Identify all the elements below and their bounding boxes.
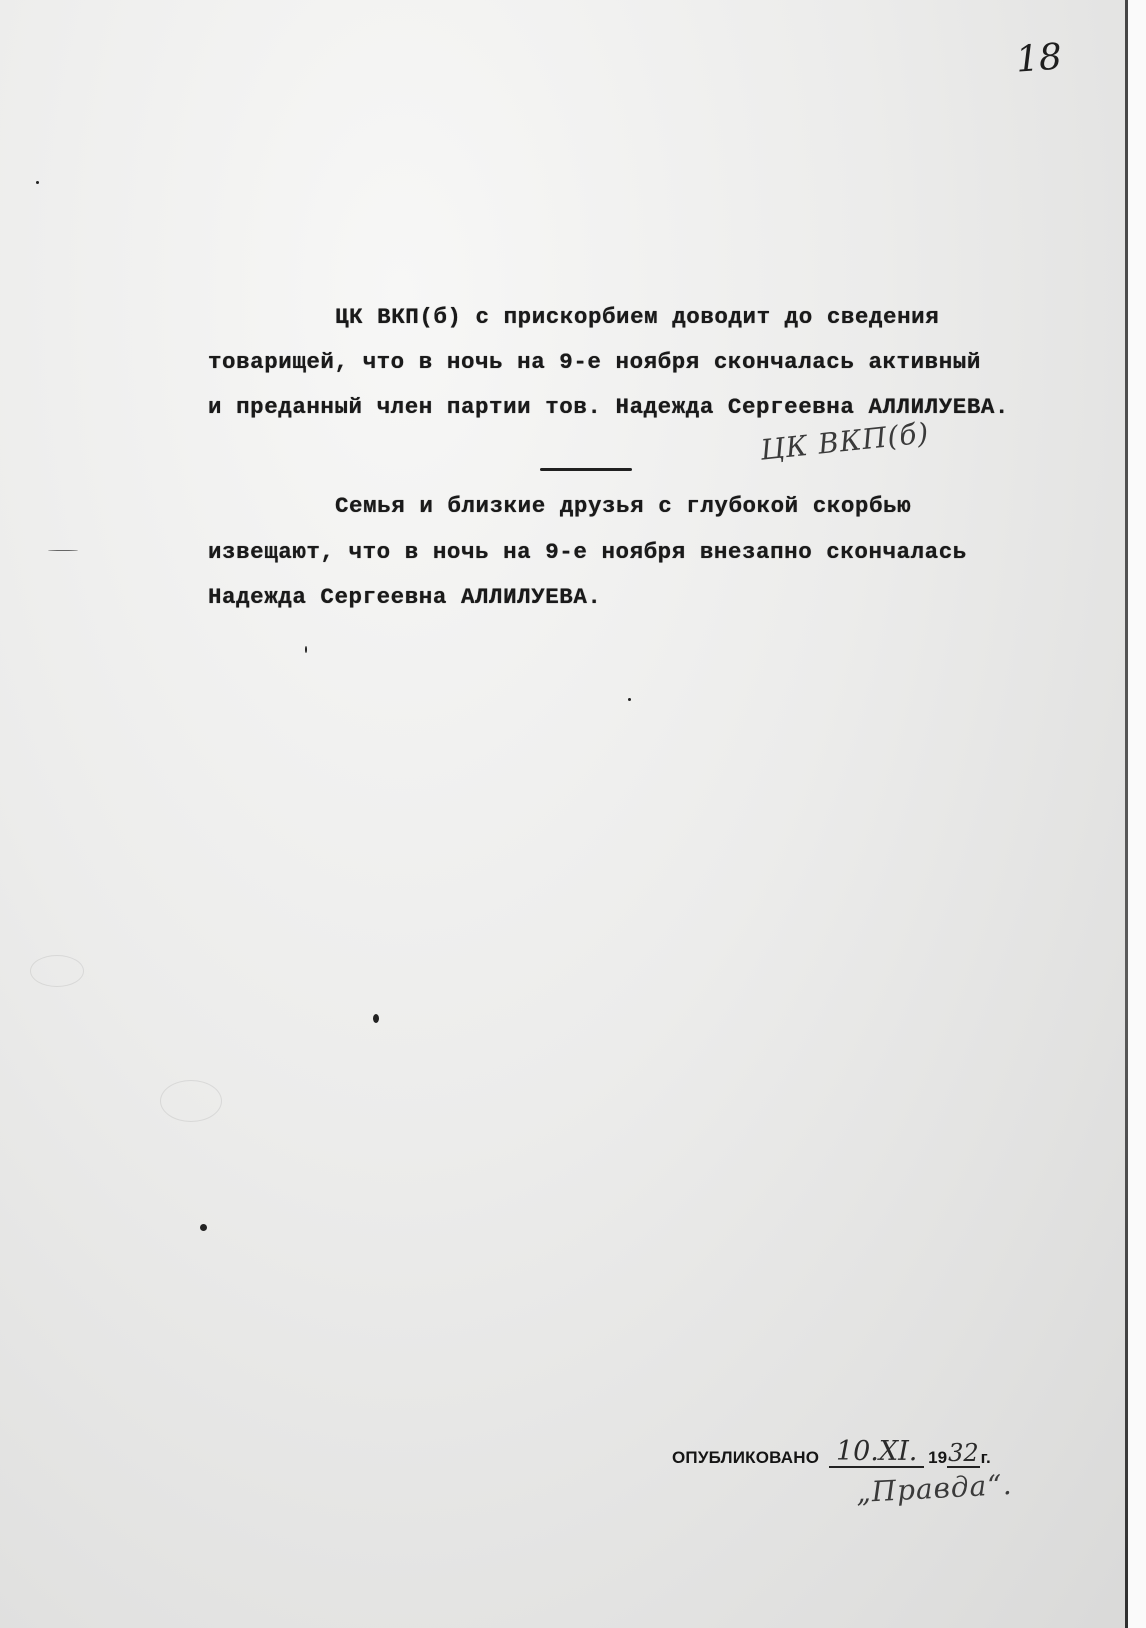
- ink-speck: [48, 550, 78, 551]
- paragraph-2-line-3: Надежда Сергеевна АЛЛИЛУЕВА.: [208, 584, 602, 610]
- ink-speck: [305, 646, 307, 653]
- separator-rule: [540, 468, 632, 471]
- paragraph-1-line-2: товарищей, что в ночь на 9-е ноября скончалась активный: [208, 349, 981, 375]
- publication-stamp: [672, 1428, 991, 1468]
- stamp-year-unit: г.: [980, 1448, 991, 1467]
- ink-speck: [628, 698, 631, 701]
- ink-speck: [373, 1014, 379, 1023]
- paragraph-1-line-3: и преданный член партии тов. Надежда Сергеевна АЛЛИЛУЕВА.: [208, 394, 1009, 420]
- scan-margin: [1128, 0, 1146, 1628]
- stamp-label: ОПУБЛИКОВАНО: [672, 1448, 820, 1467]
- paper-blemish: [160, 1080, 222, 1122]
- stamp-year: 32: [948, 1439, 979, 1467]
- stamp-year-prefix: 19: [928, 1448, 948, 1467]
- handwritten-signature: ЦК ВКП(б): [758, 416, 931, 467]
- paper-blemish: [30, 955, 84, 987]
- paragraph-2-line-2: извещают, что в ночь на 9-е ноября внезапно скончалась: [208, 539, 967, 565]
- ink-speck: [36, 181, 39, 184]
- page-edge: [1125, 0, 1128, 1628]
- paragraph-1-line-1: ЦК ВКП(б) с прискорбием доводит до сведения: [335, 304, 940, 330]
- stamp-date: 10.XI.: [829, 1438, 924, 1468]
- paragraph-2-line-1: Семья и близкие друзья с глубокой скорбью: [335, 493, 912, 519]
- handwritten-newspaper-name: „Правда“.: [855, 1467, 1014, 1510]
- ink-speck: [200, 1224, 207, 1231]
- page-number: 18: [1014, 36, 1064, 81]
